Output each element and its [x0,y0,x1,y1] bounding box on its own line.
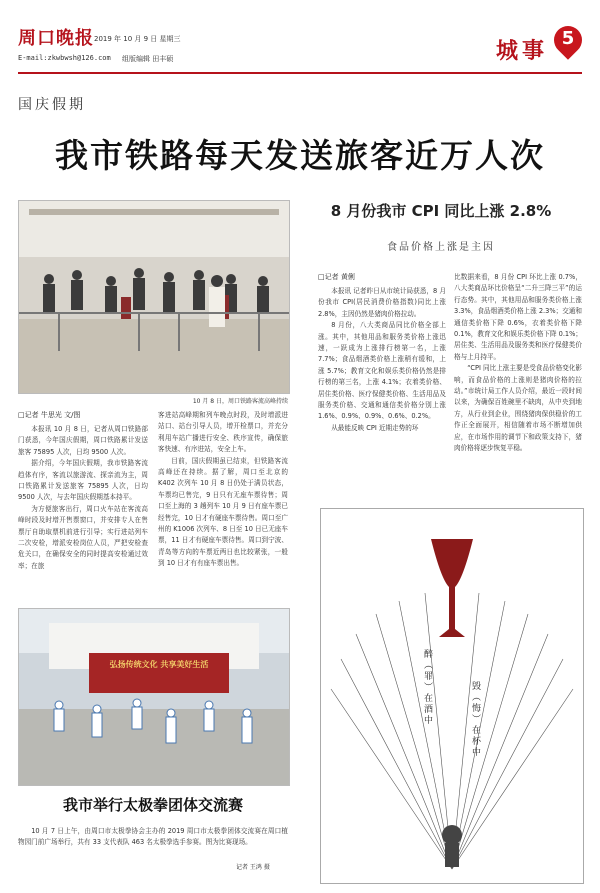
taichi-illustration [19,609,289,785]
paragraph: 10 月 7 日上午，由周口市太极拳协会主办的 2019 周口市太极拳团体交流赛在周口植物园门前广场举行，共有 33 支代表队 463 名太极拳选手参赛。图为比赛现场。 [18,827,288,847]
paragraph: 为方便旅客出行，周口火车站在客流高峰时段及时增开售票窗口，并安排专人在售票厅自助取票机前进行引导；实行进站列车二次安检，增派安检岗位人员，严把安检查危关口，在确保安全的同时提高安检通过效率；在旅 [18,504,148,570]
paragraph: 据介绍，今年国庆假期，我市铁路客流趋体有序，客流以旅游流、探亲流为主，周口铁路累计发送旅客 75895 人次，日均 9500 人次，与去年国庆假期基本持平。 [18,459,148,502]
page-headline: 我市铁路每天发送旅客近万人次 [55,136,545,175]
paragraph: 目前，国庆假期虽已结束，但铁路客流高峰还在持续。据了解，周口至北京的 K402 次列车 10 月 8 日仍处于满员状态，车票均已售完，9 日只有无座车票待售；周口至上海的 3 趟列车 10 月 9 日有座车票已经售完，10 日才有硬座车票待售。周口至广州的 K1006 次列车、8 日至 10 日已无座车票，11 日才有硬座车票待售。周口到宁波、青岛等方向的车票近两日也比较紧张，一般到 10 日才有有座车票出售。 [158,456,288,568]
figure-icon [442,825,462,845]
cpi-body-col-2 [454,272,582,455]
header-rule [18,72,582,74]
paragraph: 比数据来看，8 月份 CPI 环比上涨 0.7%，八大类商品环比价格呈“二升三降三平”的运行态势。其中，其他用品和服务类价格上涨 3.3%，食品烟酒类价格上涨 2.3%；交通和通信类价格下降 0.6%，衣着类价格下降 0.1%，教育文化和娱乐类价格下降 0.1%；居住类、生活用品及服务类和医疗保健类价格与上月持平。 [454,273,582,361]
rail-body-col-2 [158,410,288,570]
paragraph: “CPI 同比上涨主要是受食品价格变化影响，而食品价格的上涨则是猪肉价格的拉动。”市统计局工作人员介绍，最近一段时间以来，为确保百姓碗里不缺肉，从中央到地方，从行业到企业，围绕猪肉保供稳价的工作正全面展开，相信随着市场不断增加供应，在市场作用的调节下和政策支持下，猪肉价格将逐步恢复平稳。 [454,364,582,453]
anti-drinking-ad [320,508,584,884]
cpi-subheadline: 食品价格上涨是主因 [387,242,495,253]
rail-station-photo [18,200,290,394]
cpi-headline: 8 月份我市 CPI 同比上涨 2.8% [330,202,552,220]
ad-slogan-1: 醉（罪）在酒中 [422,649,432,726]
taichi-body [18,826,288,849]
ad-illustration [321,509,583,883]
date-line: 2019 年 10 月 9 日 星期三 [94,35,181,43]
paragraph: 本报讯 10 月 8 日，记者从周口铁路部门获悉，今年国庆假期，周口铁路累计发送旅客 75895 人次，日均 9500 人次。 [18,425,148,456]
paragraph: 从最能反映 CPI 近期走势的环 [331,423,419,432]
taichi-photo [18,608,290,786]
page-number: 5 [561,28,575,49]
email-line: E-mail:zkwbwsh@126.com [18,54,111,62]
rail-byline: □记者 牛思光 文/图 [18,411,81,419]
ad-slogan-2: 毁（悔）在杯中 [470,681,480,758]
station-crowd-illustration [19,201,289,393]
rail-photo-caption: 10 月 8 日，周口铁路客流高峰持续 [192,398,288,405]
editor-line: 组版编辑 田丰硕 [122,55,174,63]
paragraph: 本报讯 记者昨日从市统计局获悉，8 月份我市 CPI(居民消费价格指数)同比上涨 2.8%，主因仍然是猪肉价格拉动。 [318,287,446,318]
kicker: 国庆假期 [18,97,86,113]
taichi-byline: 记者 王鸿 摄 [236,864,270,871]
paragraph: 客进站高峰期和列车晚点时段，及时增派进站口、站台引导人员，增开检票口，并充分利用车站广播进行安全、秩序宣传，确保旅客快速、有序进站，安全上车。 [158,411,288,454]
paragraph: 8 月份，八大类商品同比价格全部上涨。其中，其他用品和服务类价格上涨迅速，一跃成为上涨排行榜第一名，上涨 7.7%；食品烟酒类价格上涨稍有缓和，上涨 5.7%；教育文化和娱乐类价格仍然是排行榜的第三名，上涨 4.1%；衣着类价格、居住类价格、医疗保健类价格、生活用品及服务类价格、交通和通信类价格分别上涨 1.6%、0.9%、0.9%、0.6%、0.2%。 [318,321,446,421]
cpi-byline: □记者 黄俐 [318,273,355,281]
rail-body-col-1 [18,424,148,572]
taichi-banner-text: 弘扬传统文化 共享美好生活 [109,659,209,669]
cpi-body-col-1 [318,286,446,434]
section-name: 城事 [496,38,549,64]
taichi-headline: 我市举行太极拳团体交流赛 [62,796,243,814]
paper-masthead: 周口晚报 [18,28,94,49]
